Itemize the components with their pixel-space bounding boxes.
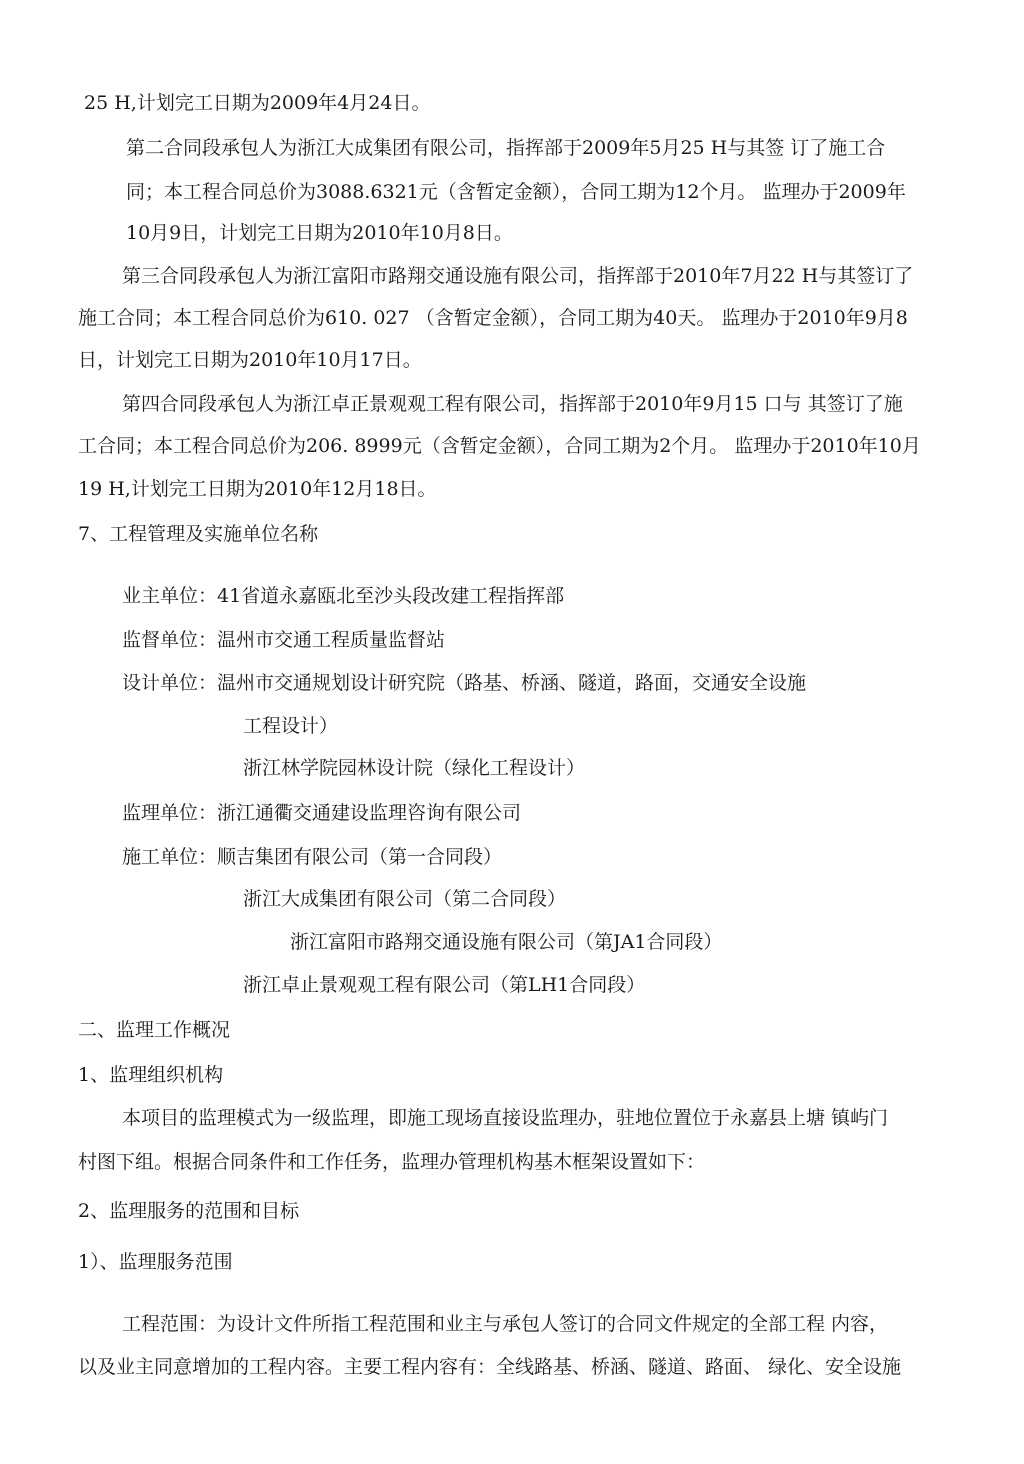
- sub-heading: 1、监理组织机构: [78, 1064, 224, 1086]
- construction-unit-4: 浙江卓止景观观工程有限公司（第LH1合同段）: [243, 974, 646, 996]
- construction-unit-1: 施工单位：顺吉集团有限公司（第一合同段）: [122, 846, 503, 868]
- design-unit: 设计单位：温州市交通规划设计研究院（路基、桥涵、隧道，路面，交通安全设施: [122, 672, 807, 694]
- construction-unit-2: 浙江大成集团有限公司（第二合同段）: [243, 888, 567, 910]
- text-line: 施工合同；本工程合同总价为610. 027 （含暂定金额），合同工期为40天。 监理办于2010年9月8: [78, 307, 908, 329]
- sub-heading: 2、监理服务的范围和目标: [78, 1200, 300, 1222]
- text-line: 第三合同段承包人为浙江富阳市路翔交通设施有限公司，指挥部于2010年7月22 H与其签订了: [122, 265, 914, 287]
- text-line: 工程范围：为设计文件所指工程范围和业主与承包人签订的合同文件规定的全部工程 内容，: [122, 1313, 889, 1335]
- text-line: 第四合同段承包人为浙江卓正景观观工程有限公司，指挥部于2010年9月15 口与 其签订了施: [122, 393, 903, 415]
- section-heading: 二、监理工作概况: [78, 1019, 231, 1041]
- text-line: 工合同；本工程合同总价为206. 8999元（含暂定金额），合同工期为2个月。 监理办于2010年10月: [78, 435, 921, 457]
- section-heading: 7、工程管理及实施单位名称: [78, 523, 319, 545]
- text-line: 10月9日，计划完工日期为2010年10月8日。: [126, 222, 513, 244]
- construction-unit-3: 浙江富阳市路翔交通设施有限公司（第JA1合同段）: [290, 931, 723, 953]
- sub-sub-heading: 1）、监理服务范围: [78, 1251, 233, 1273]
- text-line: 25 H,计划完工日期为2009年4月24日。: [84, 92, 431, 114]
- text-line: 本项目的监理模式为一级监理，即施工现场直接设监理办，驻地位置位于永嘉县上塘 镇屿门: [122, 1107, 889, 1129]
- text-line: 日，计划完工日期为2010年10月17日。: [78, 349, 422, 371]
- design-unit-2: 浙江林学院园林设计院（绿化工程设计）: [243, 757, 586, 779]
- supervision-station: 监督单位：温州市交通工程质量监督站: [122, 629, 446, 651]
- text-line: 19 H,计划完工日期为2010年12月18日。: [78, 478, 437, 500]
- owner-unit: 业主单位：41省道永嘉瓯北至沙头段改建工程指挥部: [122, 585, 565, 607]
- text-line: 同；本工程合同总价为3088.6321元（含暂定金额），合同工期为12个月。 监理办于2009年: [126, 181, 906, 203]
- text-line: 以及业主同意增加的工程内容。主要工程内容有：全线路基、桥涵、隧道、路面、 绿化、安全设施: [78, 1356, 902, 1378]
- text-line: 第二合同段承包人为浙江大成集团有限公司，指挥部于2009年5月25 H与其签 订了施工合: [126, 137, 886, 159]
- text-line: 村图下组。根据合同条件和工作任务，监理办管理机构基木框架设置如下：: [78, 1151, 706, 1173]
- design-unit-cont: 工程设计）: [243, 715, 339, 737]
- supervisor-unit: 监理单位：浙江通衢交通建设监理咨询有限公司: [122, 802, 522, 824]
